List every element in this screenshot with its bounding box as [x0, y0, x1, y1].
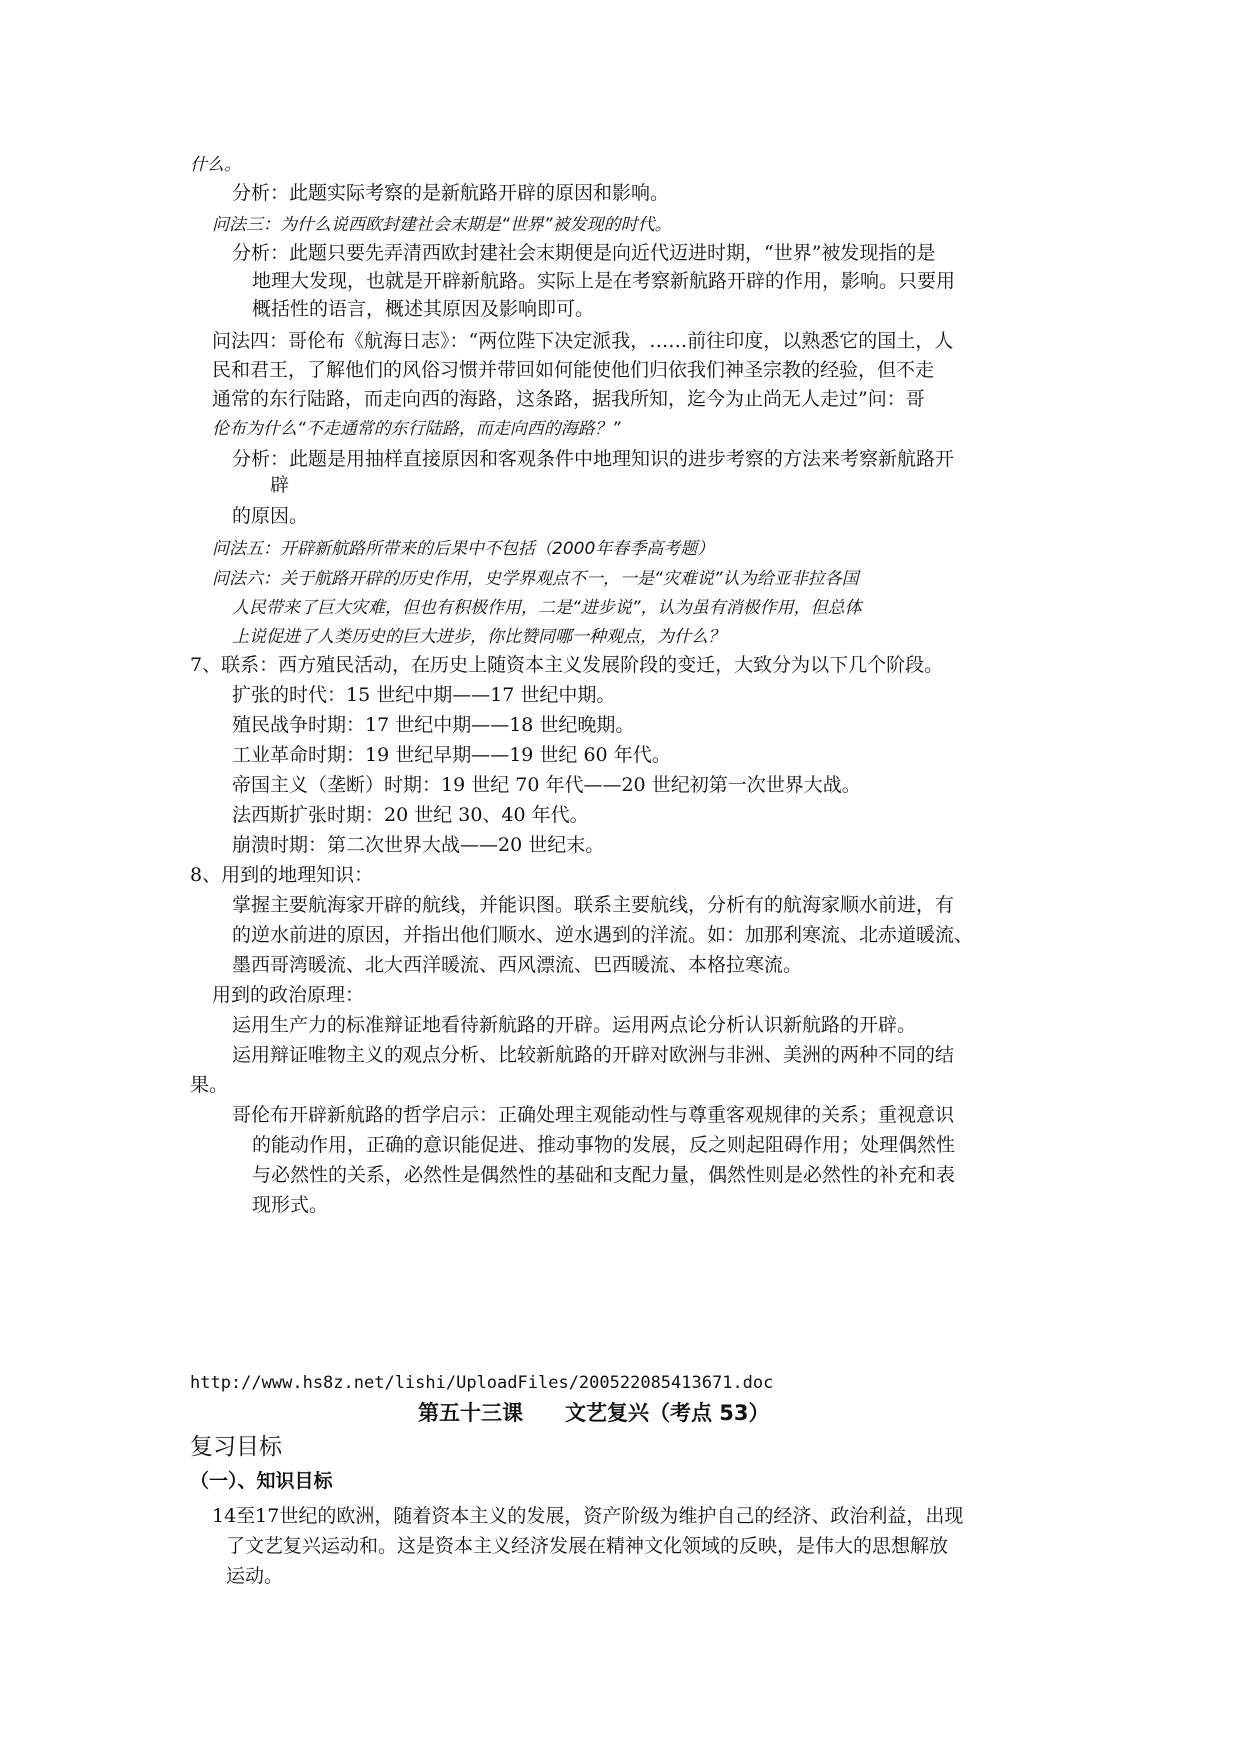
text-line: 帝国主义（垄断）时期：19 世纪 70 年代——20 世纪初第一次世界大战。 [232, 774, 861, 796]
text-line: 运用生产力的标准辩证地看待新航路的开辟。运用两点论分析认识新航路的开辟。 [232, 1014, 917, 1036]
text-line: 的能动作用，正确的意识能促进、推动事物的发展，反之则起阻碍作用；处理偶然性 [252, 1134, 956, 1156]
text-line: 什么。 [190, 155, 241, 175]
text-line: 的原因。 [232, 505, 309, 527]
text-line: 的逆水前进的原因，并指出他们顺水、逆水遇到的洋流。如：加那利寒流、北赤道暖流、 [232, 924, 974, 946]
text-line: 果。 [190, 1074, 229, 1096]
text-line: 扩张的时代：15 世纪中期——17 世纪中期。 [232, 684, 616, 706]
text-line: 墨西哥湾暖流、北大西洋暖流、西风漂流、巴西暖流、本格拉寒流。 [232, 954, 803, 976]
text-line: 辟 [270, 474, 290, 496]
text-line: 分析：此题只要先弄清西欧封建社会末期便是向近代迈进时期，“世界”被发现指的是 [232, 242, 936, 264]
text-line: 问法三：为什么说西欧封建社会末期是“世界”被发现的时代。 [212, 215, 672, 235]
text-line: 运用辩证唯物主义的观点分析、比较新航路的开辟对欧洲与非洲、美洲的两种不同的结 [232, 1044, 955, 1066]
text-line: 概括性的语言，概述其原因及影响即可。 [252, 298, 595, 320]
text-line: 问法五：开辟新航路所带来的后果中不包括（2000年春季高考题） [212, 539, 715, 559]
text-line: 伦布为什么“不走通常的东行陆路，而走向西的海路？” [212, 419, 621, 439]
text-line: 分析：此题是用抽样直接原因和客观条件中地理知识的进步考察的方法来考察新航路开 [232, 448, 955, 470]
text-line: 了文艺复兴运动和。这是资本主义经济发展在精神文化领域的反映，是伟大的思想解放 [226, 1535, 949, 1557]
lesson-title: 第五十三课 文艺复兴（考点 53） [418, 1401, 770, 1425]
text-line: 14至17世纪的欧洲，随着资本主义的发展，资产阶级为维护自己的经济、政治利益，出现 [212, 1505, 964, 1527]
text-line: 哥伦布开辟新航路的哲学启示：正确处理主观能动性与尊重客观规律的关系；重视意识 [232, 1104, 955, 1126]
text-line: 民和君王，了解他们的风俗习惯并带回如何能使他们归依我们神圣宗教的经验，但不走 [212, 359, 935, 381]
text-line: 现形式。 [252, 1194, 329, 1216]
source-url: http://www.hs8z.net/lishi/UploadFiles/200522085413671.doc [190, 1373, 774, 1393]
text-line: 崩溃时期：第二次世界大战——20 世纪末。 [232, 834, 605, 856]
text-line: 殖民战争时期：17 世纪中期——18 世纪晚期。 [232, 714, 635, 736]
text-line: 法西斯扩张时期：20 世纪 30、40 年代。 [232, 804, 589, 826]
text-line: 掌握主要航海家开辟的航线，并能识图。联系主要航线，分析有的航海家顺水前进，有 [232, 894, 955, 916]
text-line: 运动。 [226, 1565, 284, 1587]
text-line: 人民带来了巨大灾难，但也有积极作用，二是“进步说”，认为虽有消极作用，但总体 [232, 598, 862, 618]
text-line: 分析：此题实际考察的是新航路开辟的原因和影响。 [232, 182, 670, 204]
text-line: 7、联系：西方殖民活动，在历史上随资本主义发展阶段的变迁，大致分为以下几个阶段。 [190, 654, 944, 676]
text-line: 工业革命时期：19 世纪早期——19 世纪 60 年代。 [232, 744, 671, 766]
text-line: 上说促进了人类历史的巨大进步，你比赞同哪一种观点，为什么？ [232, 627, 725, 647]
text-line: 与必然性的关系，必然性是偶然性的基础和支配力量，偶然性则是必然性的补充和表 [252, 1164, 956, 1186]
text-line: 问法四：哥伦布《航海日志》：“两位陛下决定派我，……前往印度，以熟悉它的国土，人 [212, 330, 954, 352]
section-heading: 8、用到的地理知识： [190, 864, 374, 886]
text-line: 地理大发现，也就是开辟新航路。实际上是在考察新航路开辟的作用，影响。只要用 [252, 270, 956, 292]
review-heading: 复习目标 [190, 1434, 282, 1460]
text-line: 通常的东行陆路，而走向西的海路，这条路，据我所知，迄今为止尚无人走过”问：哥 [212, 388, 925, 410]
text-line: 问法六：关于航路开辟的历史作用，史学界观点不一，一是“灾难说”认为给亚非拉各国 [212, 569, 859, 589]
section-heading: 用到的政治原理： [212, 984, 365, 1006]
subsection-heading: （一）、知识目标 [190, 1470, 333, 1492]
